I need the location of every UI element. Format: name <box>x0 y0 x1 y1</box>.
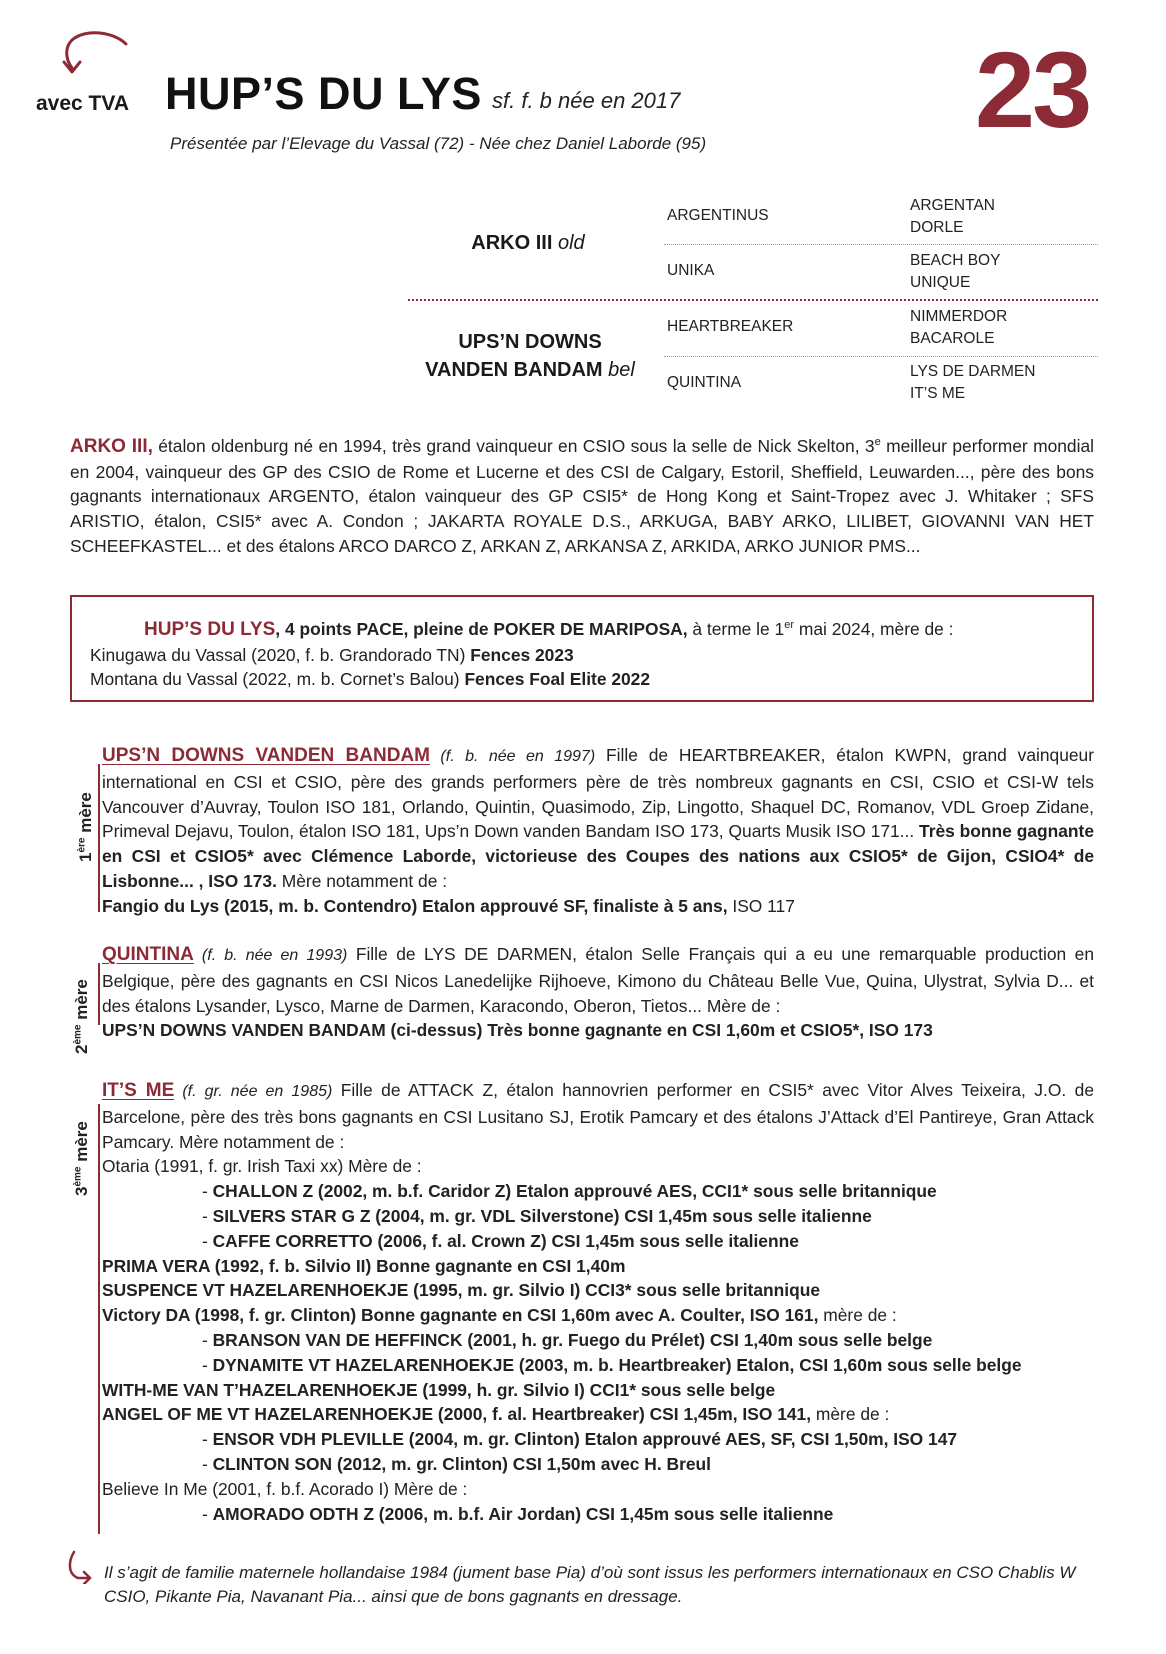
mere3-text <box>102 1078 1094 1526</box>
mere1-bar <box>98 764 100 912</box>
great-grandparent-pair <box>910 250 1000 294</box>
great-grandparent-pair <box>910 361 1035 405</box>
offspring-result: Fences 2023 <box>470 644 574 665</box>
offspring-sub-item: - CHALLON Z (2002, m. b.f. Caridor Z) Etalon approuvé AES, CCI1* sous selle britannique <box>202 1181 937 1202</box>
great-grandparent: BEACH BOY <box>910 252 1001 269</box>
dam-breed: bel <box>608 359 635 381</box>
sire-breed: old <box>557 232 585 254</box>
mere2-text <box>102 942 1094 1043</box>
mere3-lead: IT’S ME <box>102 1080 175 1101</box>
sire-description <box>70 430 1094 559</box>
offspring-sub-item: - AMORADO ODTH Z (2006, m. b.f. Air Jordan) CSI 1,45m sous selle italienne <box>202 1503 834 1524</box>
mere1-offspring: Fangio du Lys (2015, m. b. Contendro) Etalon approuvé SF, finaliste à 5 ans, ISO 117 <box>102 895 795 916</box>
mere1-text <box>102 743 1094 919</box>
offspring-item: WITH-ME VAN T’HAZELARENHOEKJE (1999, h. gr. Silvio I) CCI1* sous selle belge <box>102 1379 776 1400</box>
offspring-item: Believe In Me (2001, f. b.f. Acorado I) Mère de : <box>102 1478 468 1499</box>
mere2-body: Fille de LYS DE DARMEN, étalon Selle Français qui a eu une remarquable production en Belgique, père des gagnants en CSI Nicos Lanedelijke Rijhoeve, Kimono du Château Belle Vue, Quina, Ulystrat, Sylvia D... et des étalons Lysander, Lysco, Marne de Darmen, Karacondo, Oberon, Tietos... Mère de : <box>102 944 1094 1016</box>
great-grandparent: ARGENTAN <box>910 197 995 214</box>
mere2-offspring: UPS’N DOWNS VANDEN BANDAM (ci-dessus) Très bonne gagnante en CSI 1,60m et CSIO5*, ISO 173 <box>102 1020 933 1041</box>
sire-name: ARKO III <box>471 232 553 254</box>
mere3-body: Fille de ATTACK Z, étalon hannovrien performer en CSI5* avec Vitor Alves Teixeira, J.O. de Barcelone, père des très bons gagnants en CSI Lusitano SJ, Erotik Pamcary et des étalons J’Attack d’El Pantireye, Gran Attack Pamcary. Mère notamment de : <box>102 1080 1094 1152</box>
mere1-desc: (f. b. née en 1997) <box>429 748 596 765</box>
grandparent: QUINTINA <box>667 374 742 391</box>
offspring-text: Montana du Vassal (2022, m. b. Cornet’s Balou) <box>90 669 465 690</box>
curved-arrow-icon <box>56 30 136 82</box>
offspring-item: Victory DA (1998, f. gr. Clinton) Bonne gagnante en CSI 1,60m avec A. Coulter, ISO 161, mère de : <box>102 1305 897 1326</box>
offspring-item: PRIMA VERA (1992, f. b. Silvio II) Bonne gagnante en CSI 1,40m <box>102 1255 626 1276</box>
tva-label: avec TVA <box>36 92 129 115</box>
sire-lead: ARKO III, <box>70 435 153 457</box>
mere1-label: 1ère mère <box>76 792 95 862</box>
box-text: à terme le 1 <box>687 618 785 639</box>
offspring-sub-item: - DYNAMITE VT HAZELARENHOEKJE (2003, m. b. Heartbreaker) Etalon, CSI 1,60m sous selle belge <box>202 1354 1022 1375</box>
mere1-body: Fille de HEARTBREAKER, étalon KWPN, grand vainqueur international en CSI et CSIO, père des grands performers père de très nombreux gagnants en CSI, CSIO et CSI-W tels Vancouver d’Auvray, Toulon ISO 181, Orlando, Quintin, Quasimodo, Zip, Lingotto, Shaquel DC, Romanov, VDL Groep Zidane, Primeval Dejavu, Toulon, étalon ISO 181, Ups’n Down vanden Bandam ISO 173, Quarts Musik ISO 171... <box>102 745 1095 842</box>
mere2-bar <box>98 963 100 1025</box>
great-grandparent: UNIQUE <box>910 274 971 291</box>
grandparent: HEARTBREAKER <box>667 318 794 335</box>
box-bold: , 4 points PACE, pleine de POKER DE MARIPOSA, <box>275 618 688 639</box>
mere2-lead: QUINTINA <box>102 944 194 965</box>
horse-name: HUP’S DU LYS <box>165 68 482 119</box>
offspring-text: Kinugawa du Vassal (2020, f. b. Grandorado TN) <box>90 644 471 665</box>
mere3-desc: (f. gr. née en 1985) <box>174 1083 333 1100</box>
offspring-item: ANGEL OF ME VT HAZELARENHOEKJE (2000, f. al. Heartbreaker) CSI 1,45m, ISO 141, mère de : <box>102 1404 890 1425</box>
box-lead: HUP’S DU LYS <box>144 618 276 640</box>
great-grandparent: DORLE <box>910 219 964 236</box>
sire-sup: e <box>874 436 881 448</box>
mere3-bar <box>98 1104 100 1534</box>
offspring-sub-item: - BRANSON VAN DE HEFFINCK (2001, h. gr. Fuego du Prélet) CSI 1,40m sous selle belge <box>202 1329 933 1350</box>
mere2-desc: (f. b. née en 1993) <box>193 947 348 964</box>
mere3-offspring-list <box>102 1154 1094 1526</box>
mere2-label: 2ème mère <box>72 979 91 1054</box>
offspring-item: SUSPENCE VT HAZELARENHOEKJE (1995, m. gr. Silvio I) CCI3* sous selle britannique <box>102 1280 821 1301</box>
great-grandparent: LYS DE DARMEN <box>910 363 1036 380</box>
offspring-item: Otaria (1991, f. gr. Irish Taxi xx) Mère de : <box>102 1156 422 1177</box>
mere1-bold: Très bonne gagnante en CSI et CSIO5* avec Clémence Laborde, victorieuse des Coupes des nations aux CSIO5* de Gijon, CSIO4* de Lisbonne... , ISO 173. <box>102 821 1094 891</box>
great-grandparent-pair <box>910 195 995 239</box>
mare-summary-box <box>70 595 1094 702</box>
great-grandparent: NIMMERDOR <box>910 308 1008 325</box>
footnote: Il s’agit de familie maternele hollandaise 1984 (jument base Pia) d’où sont issus les performers internationaux en CSO Chablis W CSIO, Pikante Pia, Navanant Pia... ainsi que de bons gagnants en dressage. <box>104 1563 1076 1606</box>
mere3-label: 3ème mère <box>72 1121 91 1196</box>
offspring-sub-item: - CAFFE CORRETTO (2006, f. al. Crown Z) CSI 1,45m sous selle italienne <box>202 1230 799 1251</box>
pedigree-divider <box>664 244 1098 245</box>
grandparent: ARGENTINUS <box>667 207 769 224</box>
mere1-lead: UPS’N DOWNS VANDEN BANDAM <box>102 745 430 766</box>
box-sup: er <box>784 619 795 631</box>
offspring-sub-item: - ENSOR VDH PLEVILLE (2004, m. gr. Clinton) Etalon approuvé AES, SF, CSI 1,50m, ISO 147 <box>202 1429 958 1450</box>
offspring-sub-item: - CLINTON SON (2012, m. gr. Clinton) CSI 1,50m avec H. Breul <box>202 1453 711 1474</box>
dam-name-line2: VANDEN BANDAM <box>425 359 603 381</box>
offspring-result: Fences Foal Elite 2022 <box>464 669 651 690</box>
pedigree-divider-main <box>408 299 1098 301</box>
sire-body: étalon oldenburg né en 1994, très grand vainqueur en CSIO sous la selle de Nick Skelton, 3 <box>152 435 875 456</box>
presented-by: Présentée par l’Elevage du Vassal (72) - Née chez Daniel Laborde (95) <box>170 134 707 153</box>
offspring-sub-item: - SILVERS STAR G Z (2004, m. gr. VDL Silverstone) CSI 1,45m sous selle italienne <box>202 1205 872 1226</box>
dam-name-line1: UPS’N DOWNS <box>458 331 602 353</box>
great-grandparent: BACAROLE <box>910 330 995 347</box>
pedigree-sire <box>408 232 648 255</box>
mere1-tail: Mère notamment de : <box>276 870 448 891</box>
box-text-2: mai 2024, mère de : <box>794 618 954 639</box>
return-arrow-icon <box>66 1548 94 1584</box>
lot-number: 23 <box>975 29 1090 150</box>
pedigree-divider <box>664 356 1098 357</box>
horse-description: sf. f. b née en 2017 <box>492 88 681 113</box>
pedigree-dam <box>395 328 665 384</box>
sire-body-2: meilleur performer mondial en 2004, vainqueur des GP des CSIO de Rome et Lucerne et des CSI de Calgary, Estoril, Sheffield, Leuwarden..., père des bons gagnants internationaux ARGENTO, étalon vainqueur des GP CSI5* de Hong Kong et Saint-Tropez avec J. Whitaker ; SFS ARISTIO, étalon, CSI5* avec A. Condon ; JAKARTA ROYALE D.S., ARKUGA, BABY ARKO, LILIBET, GIOVANNI VAN HET SCHEEFKASTEL... et des étalons ARCO DARCO Z, ARKAN Z, ARKANSA Z, ARKIDA, ARKO JUNIOR PMS... <box>70 435 1095 556</box>
great-grandparent-pair <box>910 306 1007 350</box>
great-grandparent: IT’S ME <box>910 385 966 402</box>
grandparent: UNIKA <box>667 262 715 279</box>
